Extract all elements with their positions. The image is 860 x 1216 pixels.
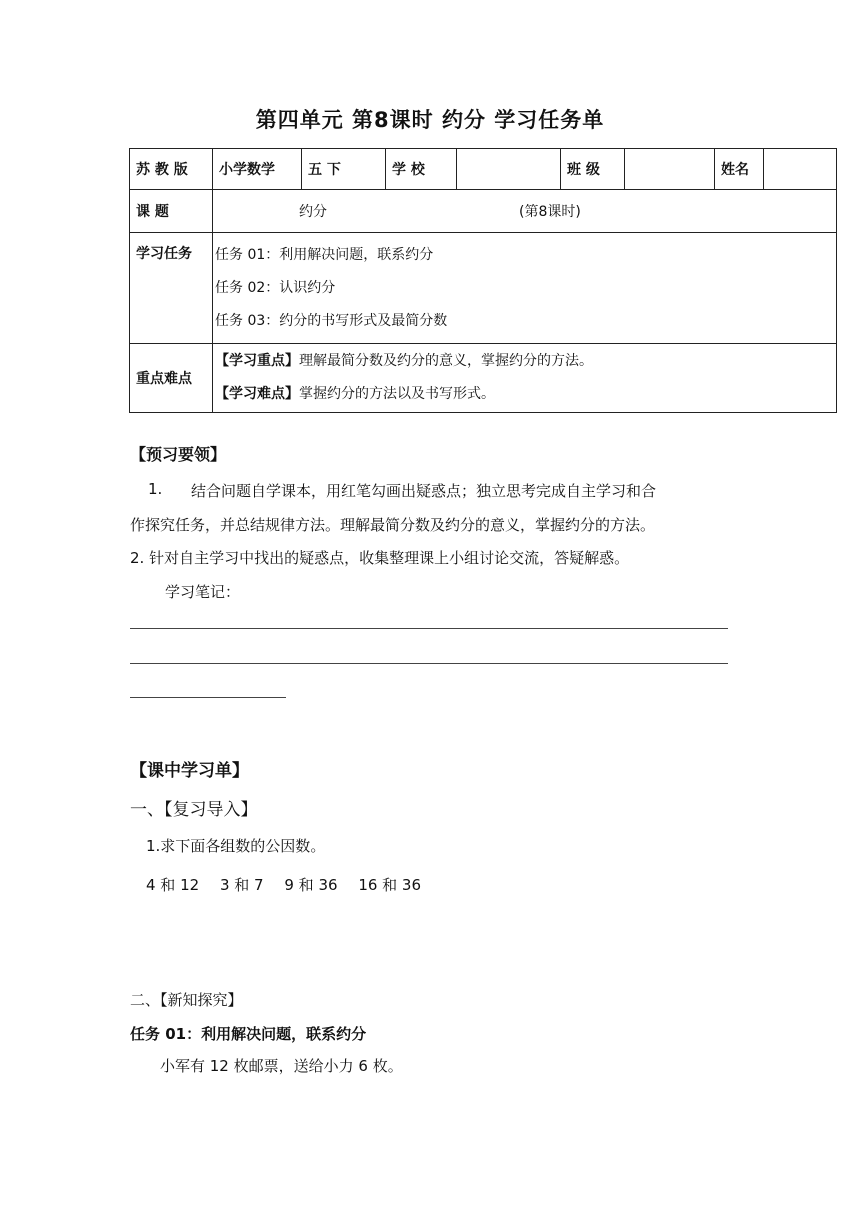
topic-label: 课 题 bbox=[130, 190, 213, 233]
tasks-label: 学习任务 bbox=[130, 233, 213, 344]
topic-value: 约分 bbox=[299, 204, 327, 220]
review-question: 1.求下面各组数的公因数。 bbox=[146, 837, 326, 855]
name-label: 姓名 bbox=[715, 149, 764, 190]
page-title: 第四单元 第8课时 约分 学习任务单 bbox=[255, 108, 605, 132]
tasks-cell bbox=[213, 233, 837, 344]
keypoints-cell bbox=[213, 344, 837, 413]
task-item: 任务 02：认识约分 bbox=[215, 279, 336, 296]
class-label: 班 级 bbox=[561, 149, 625, 190]
pair-item: 3 和 7 bbox=[219, 876, 264, 894]
info-table bbox=[129, 148, 837, 413]
note-line bbox=[130, 628, 728, 629]
note-line bbox=[130, 697, 286, 698]
preview-heading: 【预习要领】 bbox=[130, 445, 227, 464]
publisher-cell: 苏 教 版 bbox=[130, 149, 213, 190]
focus-tag: 【学习重点】 bbox=[215, 353, 299, 369]
task1-title: 任务 01：利用解决问题，联系约分 bbox=[130, 1025, 367, 1043]
class-value bbox=[625, 149, 715, 190]
grade-cell: 五 下 bbox=[302, 149, 386, 190]
preview-item1-num: 1. bbox=[148, 480, 163, 498]
school-label: 学 校 bbox=[386, 149, 457, 190]
new-knowledge-heading: 二、【新知探究】 bbox=[130, 991, 243, 1009]
subject-cell: 小学数学 bbox=[213, 149, 302, 190]
pair-item: 4 和 12 bbox=[146, 876, 200, 894]
pairs-row bbox=[146, 874, 421, 895]
preview-item1-text: 结合问题自学课本，用红笔勾画出疑惑点；独立思考完成自主学习和合 bbox=[191, 482, 657, 500]
difficulty-tag: 【学习难点】 bbox=[215, 386, 299, 402]
preview-item1-cont: 作探究任务，并总结规律方法。理解最简分数及约分的意义，掌握约分的方法。 bbox=[130, 516, 656, 534]
topic-cell bbox=[213, 190, 837, 233]
task1-text: 小军有 12 枚邮票，送给小力 6 枚。 bbox=[160, 1057, 403, 1075]
review-heading: 一、【复习导入】 bbox=[130, 800, 258, 820]
preview-item2: 2. 针对自主学习中找出的疑惑点，收集整理课上小组讨论交流，答疑解惑。 bbox=[130, 549, 630, 567]
pair-item: 16 和 36 bbox=[358, 876, 422, 894]
pair-item: 9 和 36 bbox=[284, 876, 338, 894]
difficulty-text: 掌握约分的方法以及书写形式。 bbox=[299, 386, 495, 402]
focus-text: 理解最简分数及约分的意义，掌握约分的方法。 bbox=[299, 353, 593, 369]
notes-label: 学习笔记： bbox=[165, 583, 241, 601]
keypoints-label: 重点难点 bbox=[130, 344, 213, 413]
task-item: 任务 03：约分的书写形式及最简分数 bbox=[215, 312, 448, 329]
school-value bbox=[457, 149, 561, 190]
topic-lesson: (第8课时) bbox=[519, 204, 581, 220]
name-value bbox=[764, 149, 837, 190]
task-item: 任务 01：利用解决问题，联系约分 bbox=[215, 246, 434, 263]
in-class-heading: 【课中学习单】 bbox=[130, 761, 249, 781]
note-line bbox=[130, 663, 728, 664]
